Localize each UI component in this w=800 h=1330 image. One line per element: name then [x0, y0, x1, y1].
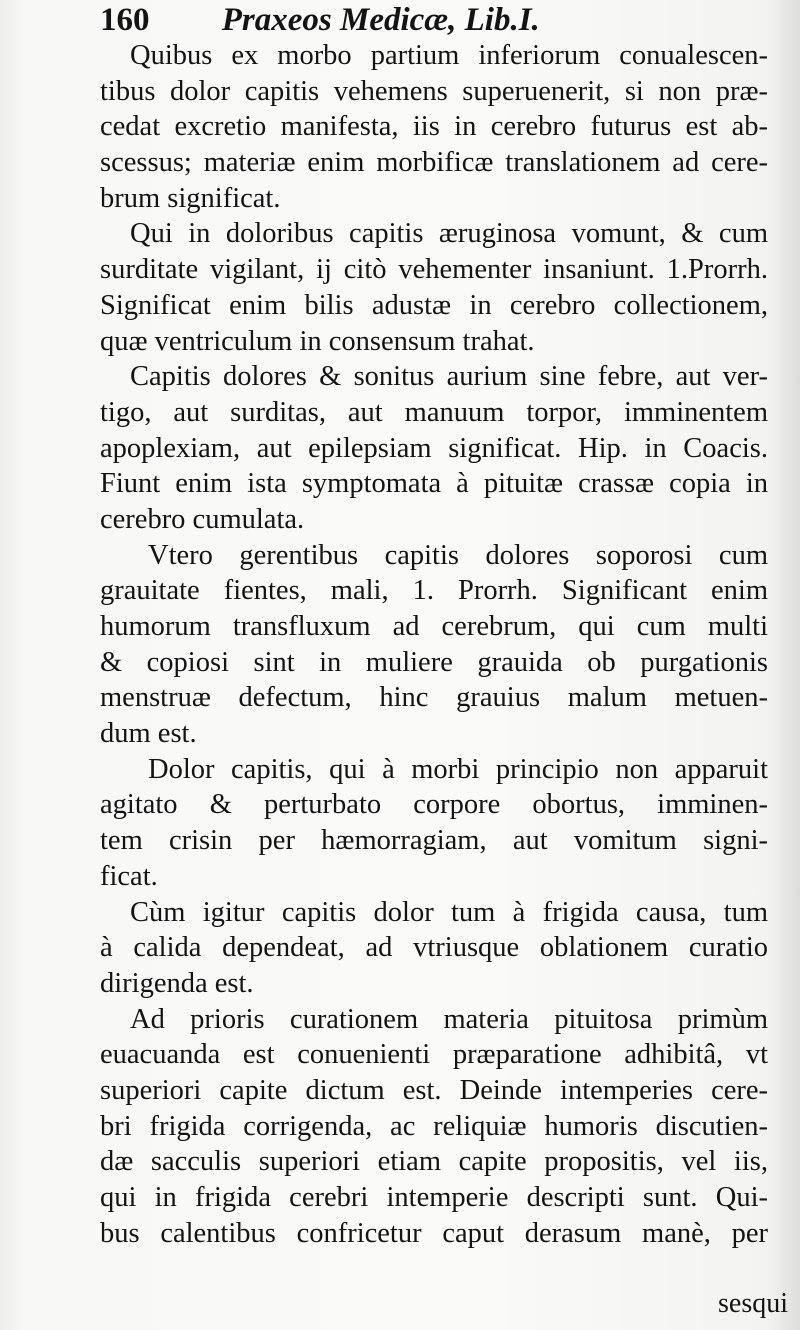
text-line: Significat enim bilis adustæ in cerebro collectionem, — [100, 289, 768, 321]
text-line: grauitate fientes, mali, 1. Prorrh. Significant enim — [100, 575, 768, 607]
paragraph — [100, 895, 768, 1002]
text-line: Dolor capitis, qui à morbi principio non apparuit — [148, 753, 768, 785]
paragraph — [100, 538, 768, 752]
text-line: Vtero gerentibus capitis dolores soporosi cum — [148, 539, 768, 571]
text-line: Ad prioris curationem materia pituitosa primùm — [130, 1003, 768, 1035]
paragraph — [100, 359, 768, 537]
text-line: ficat. — [100, 860, 158, 892]
text-line: & copiosi sint in muliere grauida ob purgationis — [100, 646, 768, 678]
text-line: menstruæ defectum, hinc grauius malum metuen- — [100, 682, 768, 714]
text-line: cedat excretio manifesta, iis in cerebro futurus est ab- — [100, 111, 768, 143]
page-header — [100, 0, 660, 40]
text-line: scessus; materiæ enim morbificæ translationem ad cere- — [100, 147, 768, 179]
text-line: surditate vigilant, ij citò vehementer insaniunt. 1.Prorrh. — [100, 254, 768, 286]
paragraph — [100, 1002, 768, 1252]
text-line: Capitis dolores & sonitus aurium sine febre, aut ver- — [130, 361, 768, 393]
page-number: 160 — [100, 2, 150, 38]
text-line: bri frigida corrigenda, ac reliquiæ humoris discutien- — [100, 1110, 768, 1142]
running-title: Praxeos Medicæ, Lib.I. — [221, 2, 540, 38]
text-line: bus calentibus confricetur caput derasum manè, per — [100, 1217, 768, 1249]
text-line: apoplexiam, aut epilepsiam significat. Hip. in Coacis. — [100, 432, 768, 464]
catchword: sesqui — [718, 1288, 788, 1319]
text-line: tigo, aut surditas, aut manuum torpor, imminentem — [100, 396, 768, 428]
text-line: tibus dolor capitis vehemens superuenerit, si non præ- — [100, 75, 768, 107]
text-line: à calida dependeat, ad vtriusque oblationem curatio — [100, 932, 768, 964]
text-line: quæ ventriculum in consensum trahat. — [100, 325, 535, 357]
text-line: Qui in doloribus capitis æruginosa vomunt, & cum — [130, 218, 768, 250]
paragraph — [100, 216, 768, 359]
text-line: Cùm igitur capitis dolor tum à frigida causa, tum — [130, 896, 768, 928]
text-line: Fiunt enim ista symptomata à pituitæ crassæ copia in — [100, 468, 768, 500]
text-line: agitato & perturbato corpore obortus, imminen- — [100, 789, 768, 821]
text-line: dæ sacculis superiori etiam capite propositis, vel iis, — [100, 1146, 768, 1178]
body-text — [100, 38, 768, 1251]
text-line: Quibus ex morbo partium inferiorum conualescen- — [130, 40, 768, 71]
paragraph — [100, 752, 768, 895]
paragraph — [100, 38, 768, 216]
text-line: euacuanda est conuenienti præparatione adhibitâ, vt — [100, 1039, 768, 1071]
text-line: dirigenda est. — [100, 967, 254, 999]
text-line: brum significat. — [100, 182, 281, 214]
text-line: dum est. — [100, 718, 197, 750]
text-line: humorum transfluxum ad cerebrum, qui cum multi — [100, 611, 768, 642]
text-line: superiori capite dictum est. Deinde intemperies cere- — [100, 1074, 768, 1106]
text-line: cerebro cumulata. — [100, 503, 305, 535]
text-line: qui in frigida cerebri intemperie descripti sunt. Qui- — [100, 1182, 768, 1213]
text-line: tem crisin per hæmorragiam, aut vomitum signi- — [100, 825, 768, 857]
